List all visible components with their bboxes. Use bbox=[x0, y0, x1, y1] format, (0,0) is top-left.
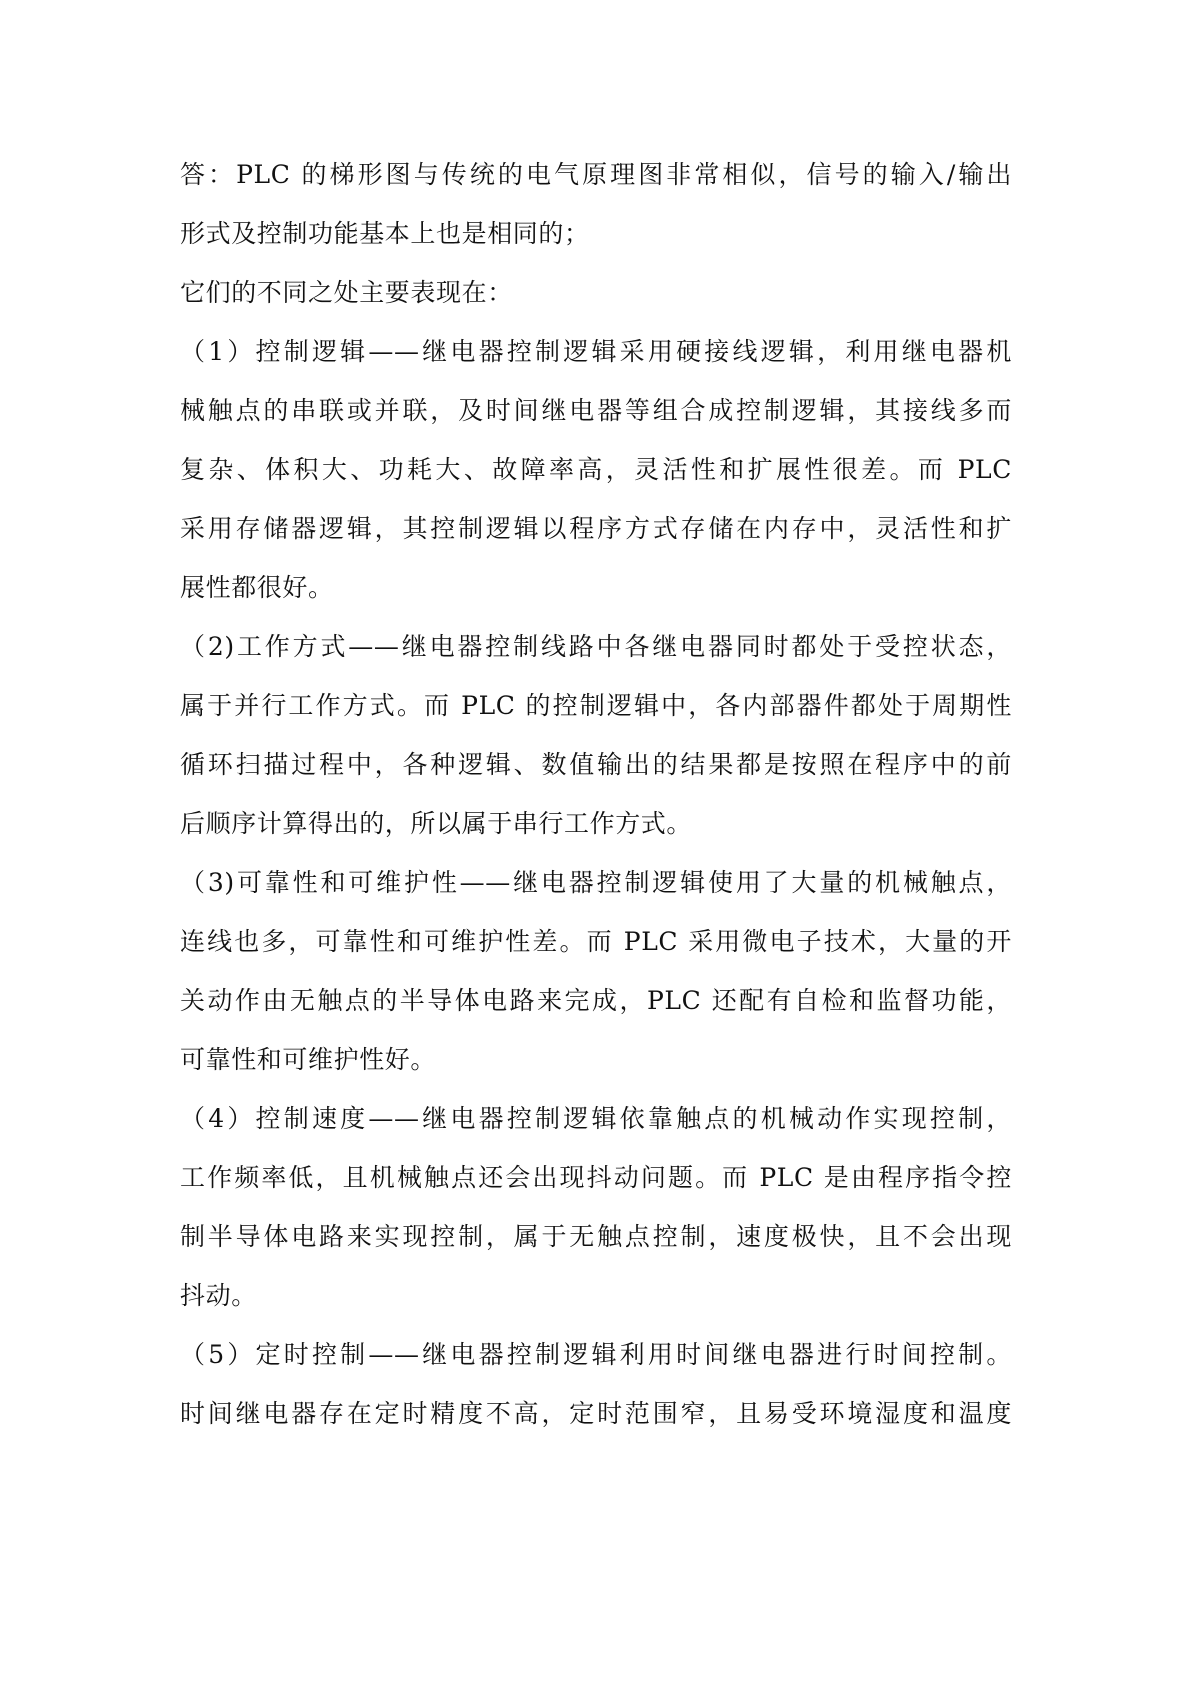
text-line: 它们的不同之处主要表现在： bbox=[180, 278, 513, 307]
text-line: （1）控制逻辑——继电器控制逻辑采用硬接线逻辑，利用继电器机 bbox=[180, 337, 1012, 366]
text-line: 属于并行工作方式。而 PLC 的控制逻辑中，各内部器件都处于周期性 bbox=[180, 691, 1012, 720]
text-line: （2)工作方式——继电器控制线路中各继电器同时都处于受控状态， bbox=[180, 632, 1012, 661]
text-line: （3)可靠性和可维护性——继电器控制逻辑使用了大量的机械触点， bbox=[180, 868, 1012, 897]
text-line: 可靠性和可维护性好。 bbox=[180, 1045, 437, 1074]
text-line: 答：PLC 的梯形图与传统的电气原理图非常相似，信号的输入/输出 bbox=[180, 160, 1012, 189]
text-line: 采用存储器逻辑，其控制逻辑以程序方式存储在内存中，灵活性和扩 bbox=[180, 514, 1012, 543]
text-line: 后顺序计算得出的，所以属于串行工作方式。 bbox=[180, 809, 693, 838]
text-line: 抖动。 bbox=[180, 1281, 257, 1310]
text-line: 复杂、体积大、功耗大、故障率高，灵活性和扩展性很差。而 PLC bbox=[180, 455, 1012, 484]
text-line: 制半导体电路来实现控制，属于无触点控制，速度极快，且不会出现 bbox=[180, 1222, 1012, 1251]
text-line: （4）控制速度——继电器控制逻辑依靠触点的机械动作实现控制， bbox=[180, 1104, 1012, 1133]
text-line: 械触点的串联或并联，及时间继电器等组合成控制逻辑，其接线多而 bbox=[180, 396, 1012, 425]
text-line: 关动作由无触点的半导体电路来完成，PLC 还配有自检和监督功能， bbox=[180, 986, 1012, 1015]
text-line: 时间继电器存在定时精度不高，定时范围窄，且易受环境湿度和温度 bbox=[180, 1399, 1012, 1428]
text-line: 形式及控制功能基本上也是相同的； bbox=[180, 219, 590, 248]
text-line: （5）定时控制——继电器控制逻辑利用时间继电器进行时间控制。 bbox=[180, 1340, 1012, 1369]
text-line: 展性都很好。 bbox=[180, 573, 334, 602]
text-line: 连线也多，可靠性和可维护性差。而 PLC 采用微电子技术，大量的开 bbox=[180, 927, 1012, 956]
text-line: 循环扫描过程中，各种逻辑、数值输出的结果都是按照在程序中的前 bbox=[180, 750, 1012, 779]
text-line: 工作频率低，且机械触点还会出现抖动问题。而 PLC 是由程序指令控 bbox=[180, 1163, 1012, 1192]
document-body bbox=[180, 145, 1012, 1443]
